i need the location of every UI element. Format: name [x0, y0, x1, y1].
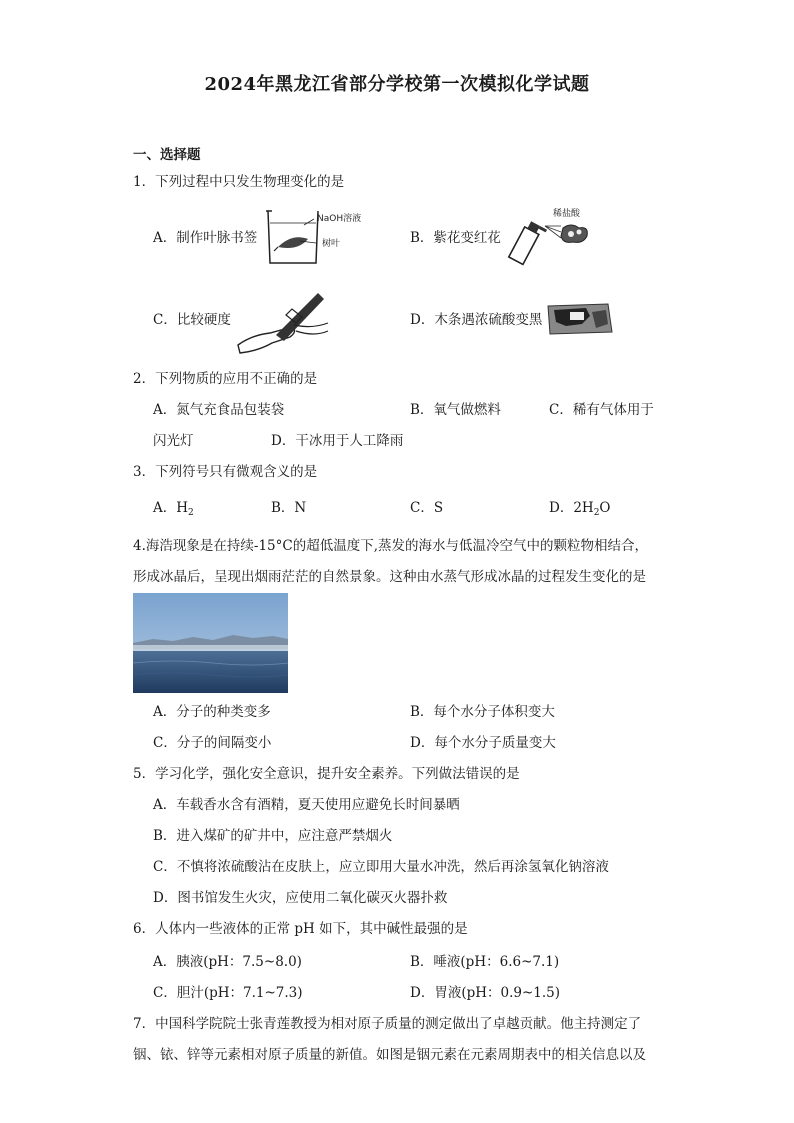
question-5-stem: 5．学习化学，强化安全意识，提升安全素养。下列做法错误的是	[133, 766, 520, 782]
question-3-stem: 3．下列符号只有微观含义的是	[133, 464, 318, 480]
question-1-option-d: D．木条遇浓硫酸变黑	[410, 312, 543, 328]
question-1-option-b: B．紫花变红花	[410, 230, 501, 246]
spray-label: 稀盐酸	[553, 209, 581, 219]
question-4-option-a: A．分子的种类变多	[153, 704, 271, 720]
section-heading: 一、选择题	[133, 147, 201, 163]
option-a-subscript: 2	[188, 508, 194, 518]
hardness-comparison-figure	[232, 285, 332, 355]
blackened-stick-figure	[546, 302, 614, 336]
question-2-stem: 2．下列物质的应用不正确的是	[133, 371, 318, 387]
question-6-stem: 6．人体内一些液体的正常 pH 如下，其中碱性最强的是	[133, 921, 468, 937]
question-4-option-b: B．每个水分子体积变大	[410, 704, 555, 720]
option-d-symbol: D．2H	[549, 500, 594, 516]
question-6-option-b: B．唾液(pH：6.6~7.1)	[410, 954, 560, 970]
question-5-option-a: A．车载香水含有酒精，夏天使用应避免长时间暴晒	[153, 797, 460, 813]
option-d-symbol-tail: O	[599, 500, 611, 516]
beaker-label-solution: NaOH溶液	[317, 214, 362, 224]
question-2-option-d: D．干冰用于人工降雨	[271, 433, 404, 449]
question-4-option-d: D．每个水分子质量变大	[410, 735, 556, 751]
page-title: 2024年黑龙江省部分学校第一次模拟化学试题	[204, 74, 590, 95]
question-3-option-b: B．N	[271, 500, 307, 516]
question-4-stem-line1: 4.海浩现象是在持续-15°C的超低温度下,蒸发的海水与低温冷空气中的颗粒物相结合，	[133, 538, 648, 554]
beaker-label-leaf: 树叶	[322, 239, 341, 249]
question-3-option-d	[549, 499, 611, 517]
question-1-stem: 1．下列过程中只发生物理变化的是	[133, 174, 345, 190]
sea-smoke-photo	[133, 593, 288, 693]
beaker-figure	[264, 207, 388, 267]
question-1-option-c: C．比较硬度	[153, 312, 231, 328]
question-7-line1: 7．中国科学院院士张青莲教授为相对原子质量的测定做出了卓越贡献。他主持测定了	[133, 1016, 642, 1032]
option-d-subscript: 2	[593, 508, 600, 518]
question-5-option-b: B．进入煤矿的矿井中，应注意严禁烟火	[153, 828, 393, 844]
question-7-line2: 铟、铱、锌等元素相对原子质量的新值。如图是铟元素在元素周期表中的相关信息以及	[133, 1047, 646, 1063]
question-3-option-c: C．S	[410, 500, 444, 516]
question-2-option-c-cont: 闪光灯	[153, 433, 194, 449]
question-4-stem-line2: 形成冰晶后，呈现出烟雨茫茫的自然景象。这种由水蒸气形成冰晶的过程发生变化的是	[133, 569, 646, 585]
option-a-symbol: A．H	[153, 500, 189, 516]
question-1-option-a: A．制作叶脉书签	[153, 230, 258, 246]
spray-bottle-figure	[505, 204, 595, 272]
question-3-option-a	[153, 499, 194, 517]
question-5-option-d: D．图书馆发生火灾，应使用二氧化碳灭火器扑救	[153, 890, 448, 906]
question-2-option-a: A．氮气充食品包装袋	[153, 402, 285, 418]
question-5-option-c: C．不慎将浓硫酸沾在皮肤上，应立即用大量水冲洗，然后再涂氢氧化钠溶液	[153, 859, 609, 875]
question-2-option-c: C．稀有气体用于	[549, 402, 654, 418]
question-4-option-c: C．分子的间隔变小	[153, 735, 272, 751]
question-6-option-c: C．胆汁(pH：7.1~7.3)	[153, 985, 303, 1001]
question-6-option-d: D．胃液(pH：0.9~1.5)	[410, 985, 561, 1001]
question-2-option-b: B．氧气做燃料	[410, 402, 501, 418]
question-6-option-a: A．胰液(pH：7.5~8.0)	[153, 954, 302, 970]
